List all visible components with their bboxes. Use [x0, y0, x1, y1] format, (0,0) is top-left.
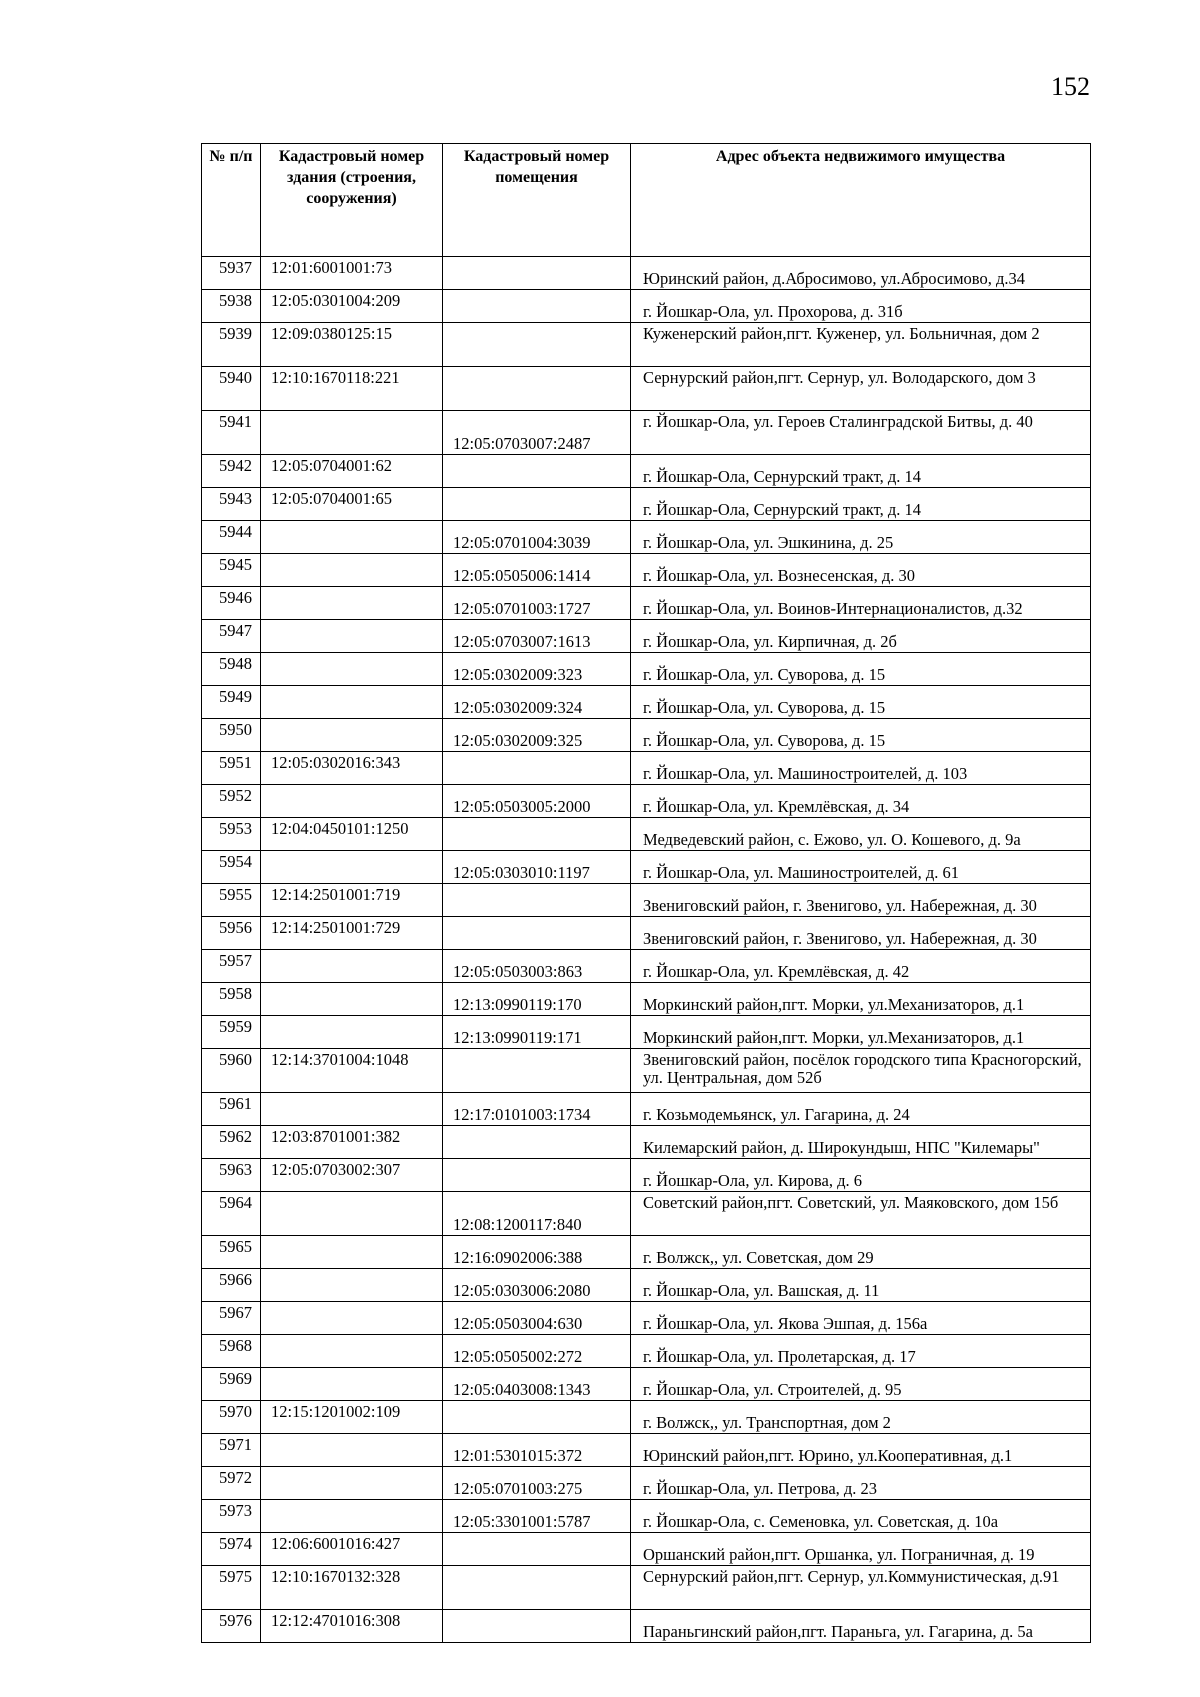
row-number-cell: 5944	[202, 521, 261, 554]
room-cadastral-number-cell: 12:08:1200117:840	[443, 1192, 631, 1236]
table-row	[202, 1302, 1091, 1335]
row-number-cell: 5974	[202, 1533, 261, 1566]
room-cadastral-number-cell: 12:05:0302009:323	[443, 653, 631, 686]
table-row	[202, 719, 1091, 752]
row-number-cell: 5973	[202, 1500, 261, 1533]
table-body	[202, 257, 1091, 1643]
row-number-cell: 5948	[202, 653, 261, 686]
property-address-cell: Оршанский район,пгт. Оршанка, ул. Пограничная, д. 19	[631, 1533, 1091, 1566]
property-address-cell: Моркинский район,пгт. Морки, ул.Механизаторов, д.1	[631, 1016, 1091, 1049]
table-row	[202, 1467, 1091, 1500]
row-number-cell: 5976	[202, 1610, 261, 1643]
building-cadastral-number-cell	[261, 1368, 443, 1401]
row-number-cell: 5952	[202, 785, 261, 818]
property-address-cell: г. Йошкар-Ола, ул. Машиностроителей, д. 61	[631, 851, 1091, 884]
property-address-cell: Сернурский район,пгт. Сернур, ул. Володарского, дом 3	[631, 367, 1091, 411]
building-cadastral-number-cell	[261, 719, 443, 752]
property-address-cell: Медведевский район, с. Ежово, ул. О. Кошевого, д. 9а	[631, 818, 1091, 851]
room-cadastral-number-cell: 12:05:0701003:1727	[443, 587, 631, 620]
row-number-cell: 5975	[202, 1566, 261, 1610]
room-cadastral-number-cell: 12:05:0303006:2080	[443, 1269, 631, 1302]
room-cadastral-number-cell	[443, 323, 631, 367]
property-address-cell: г. Йошкар-Ола, ул. Суворова, д. 15	[631, 653, 1091, 686]
table-row	[202, 851, 1091, 884]
row-number-cell: 5963	[202, 1159, 261, 1192]
table-row	[202, 1093, 1091, 1126]
room-cadastral-number-cell	[443, 257, 631, 290]
property-address-cell: г. Йошкар-Ола, ул. Суворова, д. 15	[631, 686, 1091, 719]
property-address-cell: г. Козьмодемьянск, ул. Гагарина, д. 24	[631, 1093, 1091, 1126]
row-number-cell: 5970	[202, 1401, 261, 1434]
row-number-cell: 5955	[202, 884, 261, 917]
property-address-cell: г. Йошкар-Ола, ул. Эшкинина, д. 25	[631, 521, 1091, 554]
building-cadastral-number-cell	[261, 1192, 443, 1236]
table-row	[202, 554, 1091, 587]
building-cadastral-number-cell: 12:05:0301004:209	[261, 290, 443, 323]
building-cadastral-number-cell: 12:10:1670118:221	[261, 367, 443, 411]
table-row	[202, 1368, 1091, 1401]
property-address-cell: Юринский район,пгт. Юрино, ул.Кооперативная, д.1	[631, 1434, 1091, 1467]
table-row	[202, 323, 1091, 367]
property-address-cell: г. Йошкар-Ола, ул. Кирпичная, д. 2б	[631, 620, 1091, 653]
room-cadastral-number-cell: 12:05:0302009:324	[443, 686, 631, 719]
table-row	[202, 752, 1091, 785]
row-number-cell: 5959	[202, 1016, 261, 1049]
table-row	[202, 411, 1091, 455]
property-address-cell: Килемарский район, д. Широкундыш, НПС "Килемары"	[631, 1126, 1091, 1159]
row-number-cell: 5953	[202, 818, 261, 851]
property-address-cell: г. Волжск,, ул. Советская, дом 29	[631, 1236, 1091, 1269]
room-cadastral-number-cell	[443, 1566, 631, 1610]
room-cadastral-number-cell	[443, 917, 631, 950]
property-address-cell: г. Йошкар-Ола, Сернурский тракт, д. 14	[631, 488, 1091, 521]
property-address-cell: г. Йошкар-Ола, ул. Воинов-Интернационалистов, д.32	[631, 587, 1091, 620]
room-cadastral-number-cell: 12:01:5301015:372	[443, 1434, 631, 1467]
table-row	[202, 1335, 1091, 1368]
row-number-cell: 5939	[202, 323, 261, 367]
building-cadastral-number-cell: 12:10:1670132:328	[261, 1566, 443, 1610]
property-address-cell: г. Йошкар-Ола, ул. Героев Сталинградской Битвы, д. 40	[631, 411, 1091, 455]
building-cadastral-number-cell	[261, 411, 443, 455]
building-cadastral-number-cell	[261, 653, 443, 686]
room-cadastral-number-cell	[443, 367, 631, 411]
building-cadastral-number-cell: 12:15:1201002:109	[261, 1401, 443, 1434]
building-cadastral-number-cell: 12:14:2501001:719	[261, 884, 443, 917]
building-cadastral-number-cell: 12:03:8701001:382	[261, 1126, 443, 1159]
row-number-cell: 5942	[202, 455, 261, 488]
table-row	[202, 620, 1091, 653]
property-address-cell: Звениговский район, посёлок городского типа Красногорский, ул. Центральная, дом 52б	[631, 1049, 1091, 1093]
table-row	[202, 1126, 1091, 1159]
property-address-cell: г. Йошкар-Ола, ул. Строителей, д. 95	[631, 1368, 1091, 1401]
table-row	[202, 488, 1091, 521]
row-number-cell: 5941	[202, 411, 261, 455]
table-row	[202, 983, 1091, 1016]
table-row	[202, 917, 1091, 950]
room-cadastral-number-cell: 12:05:0505006:1414	[443, 554, 631, 587]
building-cadastral-number-cell	[261, 554, 443, 587]
table-row	[202, 455, 1091, 488]
row-number-cell: 5972	[202, 1467, 261, 1500]
property-address-cell: г. Йошкар-Ола, ул. Вашская, д. 11	[631, 1269, 1091, 1302]
room-cadastral-number-cell	[443, 1401, 631, 1434]
building-cadastral-number-cell	[261, 1335, 443, 1368]
room-cadastral-number-cell: 12:05:0703007:1613	[443, 620, 631, 653]
table-row	[202, 1610, 1091, 1643]
table-row	[202, 1566, 1091, 1610]
property-address-cell: г. Йошкар-Ола, ул. Вознесенская, д. 30	[631, 554, 1091, 587]
building-cadastral-number-cell: 12:14:3701004:1048	[261, 1049, 443, 1093]
building-cadastral-number-cell	[261, 1093, 443, 1126]
property-address-cell: г. Йошкар-Ола, Сернурский тракт, д. 14	[631, 455, 1091, 488]
row-number-cell: 5950	[202, 719, 261, 752]
room-cadastral-number-cell: 12:13:0990119:171	[443, 1016, 631, 1049]
room-cadastral-number-cell: 12:05:0503004:630	[443, 1302, 631, 1335]
room-cadastral-number-cell	[443, 752, 631, 785]
room-cadastral-number-cell: 12:17:0101003:1734	[443, 1093, 631, 1126]
property-address-cell: г. Йошкар-Ола, ул. Пролетарская, д. 17	[631, 1335, 1091, 1368]
table-row	[202, 1500, 1091, 1533]
row-number-cell: 5961	[202, 1093, 261, 1126]
building-cadastral-number-cell: 12:04:0450101:1250	[261, 818, 443, 851]
room-cadastral-number-cell	[443, 488, 631, 521]
building-cadastral-number-cell	[261, 1302, 443, 1335]
property-address-cell: Сернурский район,пгт. Сернур, ул.Коммунистическая, д.91	[631, 1566, 1091, 1610]
table-row	[202, 785, 1091, 818]
row-number-cell: 5958	[202, 983, 261, 1016]
room-cadastral-number-cell	[443, 290, 631, 323]
room-cadastral-number-cell	[443, 455, 631, 488]
table-row	[202, 1269, 1091, 1302]
building-cadastral-number-cell: 12:09:0380125:15	[261, 323, 443, 367]
row-number-cell: 5937	[202, 257, 261, 290]
row-number-cell: 5964	[202, 1192, 261, 1236]
table-header-row	[202, 144, 1091, 257]
building-cadastral-number-cell	[261, 1236, 443, 1269]
row-number-cell: 5966	[202, 1269, 261, 1302]
property-registry-table	[201, 143, 1091, 1643]
table-row	[202, 257, 1091, 290]
property-address-cell: г. Йошкар-Ола, ул. Машиностроителей, д. 103	[631, 752, 1091, 785]
room-cadastral-number-cell	[443, 1610, 631, 1643]
room-cadastral-number-cell	[443, 884, 631, 917]
row-number-cell: 5960	[202, 1049, 261, 1093]
table-row	[202, 686, 1091, 719]
building-cadastral-number-cell	[261, 587, 443, 620]
building-cadastral-number-cell	[261, 1016, 443, 1049]
row-number-cell: 5938	[202, 290, 261, 323]
room-cadastral-number-cell	[443, 1533, 631, 1566]
room-cadastral-number-cell: 12:05:0703007:2487	[443, 411, 631, 455]
room-cadastral-number-cell	[443, 1126, 631, 1159]
page-number: 152	[1051, 72, 1090, 101]
row-number-cell: 5954	[202, 851, 261, 884]
row-number-cell: 5946	[202, 587, 261, 620]
room-cadastral-number-cell: 12:05:0403008:1343	[443, 1368, 631, 1401]
building-cadastral-number-cell	[261, 1434, 443, 1467]
property-address-cell: Советский район,пгт. Советский, ул. Маяковского, дом 15б	[631, 1192, 1091, 1236]
table-row	[202, 290, 1091, 323]
table-row	[202, 367, 1091, 411]
building-cadastral-number-cell: 12:06:6001016:427	[261, 1533, 443, 1566]
room-cadastral-number-cell: 12:16:0902006:388	[443, 1236, 631, 1269]
property-address-cell: г. Йошкар-Ола, ул. Прохорова, д. 31б	[631, 290, 1091, 323]
building-cadastral-number-cell: 12:05:0703002:307	[261, 1159, 443, 1192]
property-address-cell: г. Йошкар-Ола, ул. Кремлёвская, д. 42	[631, 950, 1091, 983]
property-address-cell: Куженерский район,пгт. Куженер, ул. Больничная, дом 2	[631, 323, 1091, 367]
header-building-cadastral-number: Кадастровый номер здания (строения, сооружения)	[261, 144, 443, 257]
row-number-cell: 5945	[202, 554, 261, 587]
building-cadastral-number-cell	[261, 521, 443, 554]
building-cadastral-number-cell	[261, 983, 443, 1016]
row-number-cell: 5971	[202, 1434, 261, 1467]
header-property-address: Адрес объекта недвижимого имущества	[631, 144, 1091, 257]
property-address-cell: Юринский район, д.Абросимово, ул.Абросимово, д.34	[631, 257, 1091, 290]
room-cadastral-number-cell: 12:05:0302009:325	[443, 719, 631, 752]
property-address-cell: Моркинский район,пгт. Морки, ул.Механизаторов, д.1	[631, 983, 1091, 1016]
table-row	[202, 653, 1091, 686]
room-cadastral-number-cell: 12:05:0303010:1197	[443, 851, 631, 884]
room-cadastral-number-cell: 12:05:0503005:2000	[443, 785, 631, 818]
table-row	[202, 818, 1091, 851]
property-address-cell: г. Йошкар-Ола, ул. Кирова, д. 6	[631, 1159, 1091, 1192]
building-cadastral-number-cell	[261, 785, 443, 818]
row-number-cell: 5957	[202, 950, 261, 983]
building-cadastral-number-cell: 12:14:2501001:729	[261, 917, 443, 950]
room-cadastral-number-cell	[443, 1049, 631, 1093]
building-cadastral-number-cell: 12:05:0704001:65	[261, 488, 443, 521]
row-number-cell: 5962	[202, 1126, 261, 1159]
building-cadastral-number-cell	[261, 950, 443, 983]
building-cadastral-number-cell	[261, 686, 443, 719]
building-cadastral-number-cell	[261, 620, 443, 653]
table-row	[202, 1401, 1091, 1434]
table-row	[202, 521, 1091, 554]
property-address-cell: Параньгинский район,пгт. Параньга, ул. Гагарина, д. 5а	[631, 1610, 1091, 1643]
room-cadastral-number-cell: 12:13:0990119:170	[443, 983, 631, 1016]
table-row	[202, 950, 1091, 983]
room-cadastral-number-cell	[443, 1159, 631, 1192]
building-cadastral-number-cell	[261, 1500, 443, 1533]
row-number-cell: 5967	[202, 1302, 261, 1335]
row-number-cell: 5951	[202, 752, 261, 785]
table-row	[202, 884, 1091, 917]
table-row	[202, 1159, 1091, 1192]
property-address-cell: г. Йошкар-Ола, ул. Суворова, д. 15	[631, 719, 1091, 752]
building-cadastral-number-cell: 12:05:0302016:343	[261, 752, 443, 785]
row-number-cell: 5940	[202, 367, 261, 411]
building-cadastral-number-cell: 12:05:0704001:62	[261, 455, 443, 488]
room-cadastral-number-cell: 12:05:0503003:863	[443, 950, 631, 983]
row-number-cell: 5956	[202, 917, 261, 950]
property-address-cell: г. Волжск,, ул. Транспортная, дом 2	[631, 1401, 1091, 1434]
table-row	[202, 1192, 1091, 1236]
row-number-cell: 5947	[202, 620, 261, 653]
room-cadastral-number-cell	[443, 818, 631, 851]
property-address-cell: Звениговский район, г. Звенигово, ул. Набережная, д. 30	[631, 917, 1091, 950]
room-cadastral-number-cell: 12:05:0701004:3039	[443, 521, 631, 554]
property-address-cell: Звениговский район, г. Звенигово, ул. Набережная, д. 30	[631, 884, 1091, 917]
property-address-cell: г. Йошкар-Ола, ул. Кремлёвская, д. 34	[631, 785, 1091, 818]
building-cadastral-number-cell	[261, 1467, 443, 1500]
building-cadastral-number-cell	[261, 851, 443, 884]
room-cadastral-number-cell: 12:05:0701003:275	[443, 1467, 631, 1500]
building-cadastral-number-cell	[261, 1269, 443, 1302]
row-number-cell: 5949	[202, 686, 261, 719]
building-cadastral-number-cell: 12:01:6001001:73	[261, 257, 443, 290]
header-room-cadastral-number: Кадастровый номер помещения	[443, 144, 631, 257]
table-row	[202, 1049, 1091, 1093]
property-address-cell: г. Йошкар-Ола, ул. Петрова, д. 23	[631, 1467, 1091, 1500]
property-address-cell: г. Йошкар-Ола, ул. Якова Эшпая, д. 156а	[631, 1302, 1091, 1335]
table-row	[202, 1236, 1091, 1269]
row-number-cell: 5968	[202, 1335, 261, 1368]
room-cadastral-number-cell: 12:05:3301001:5787	[443, 1500, 631, 1533]
building-cadastral-number-cell: 12:12:4701016:308	[261, 1610, 443, 1643]
table-row	[202, 587, 1091, 620]
row-number-cell: 5943	[202, 488, 261, 521]
table-row	[202, 1016, 1091, 1049]
row-number-cell: 5965	[202, 1236, 261, 1269]
table-row	[202, 1533, 1091, 1566]
row-number-cell: 5969	[202, 1368, 261, 1401]
header-row-number: № п/п	[202, 144, 261, 257]
room-cadastral-number-cell: 12:05:0505002:272	[443, 1335, 631, 1368]
table-row	[202, 1434, 1091, 1467]
property-address-cell: г. Йошкар-Ола, с. Семеновка, ул. Советская, д. 10а	[631, 1500, 1091, 1533]
